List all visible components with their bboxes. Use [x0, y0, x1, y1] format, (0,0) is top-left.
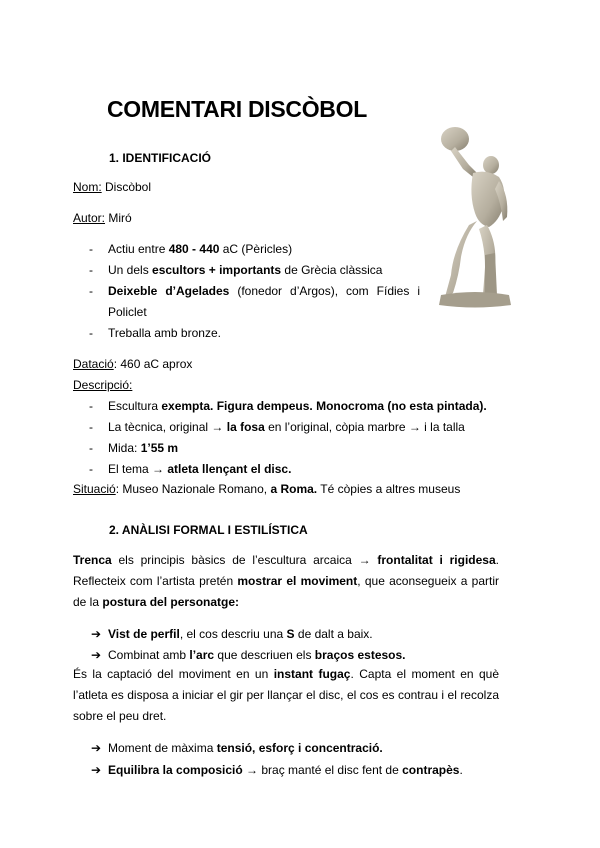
situacio-text: Té còpies a altres museus — [317, 482, 461, 496]
list-item-bold: exempta. Figura dempeus. Monocroma (no esta pintada). — [161, 399, 487, 413]
raised-arm-shape — [451, 147, 477, 177]
paragraph-instant — [73, 664, 499, 727]
list-item-bold: escultors + importants — [152, 263, 282, 277]
list-item-text: La tècnica, original → — [108, 420, 227, 434]
para-bold: Trenca — [73, 553, 112, 567]
list-item — [108, 648, 406, 662]
bullet-dash: - — [89, 441, 93, 455]
list-item-text: que descriuen els — [214, 648, 315, 662]
statue-base-shape — [439, 292, 511, 308]
section-heading-identificacio: 1. IDENTIFICACIÓ — [109, 151, 212, 165]
para-bold: instant fugaç — [273, 667, 351, 681]
list-item — [108, 627, 373, 641]
list-item-text: Actiu entre — [108, 242, 169, 256]
bullet-dash: - — [89, 242, 93, 256]
nom-label: Nom: — [73, 180, 102, 194]
para-text: . Capta el moment en què l’atleta es disposa a iniciar el gir per llançar el disc, el cos es contrau i el recolza sobre el peu dret. — [73, 667, 499, 723]
bullet-dash: - — [89, 420, 93, 434]
para-text: , que aconsegueix a partir de la — [73, 574, 500, 609]
list-item — [108, 263, 382, 277]
list-item-text: de Grècia clàssica — [281, 263, 383, 277]
nom-line — [73, 180, 151, 194]
list-item-bold: Vist de perfil — [108, 627, 180, 641]
para-text: els principis bàsics de l’escultura arcaica → — [111, 553, 378, 567]
list-item-bold: la fosa — [226, 420, 265, 434]
list-item-text: (fonedor d’Argos), com Fídies i — [229, 284, 420, 298]
arrow-bullet-icon: ➔ — [91, 763, 102, 777]
list-item-bold: Equilibra la composició — [108, 763, 243, 777]
situacio-bold: a Roma. — [270, 482, 318, 496]
list-item-text: Un dels — [108, 263, 153, 277]
list-item-bold: contrapès — [402, 763, 460, 777]
autor-value: Miró — [105, 211, 132, 225]
list-item-bold: l’arc — [189, 648, 215, 662]
para-bold: postura del personatge: — [102, 595, 240, 609]
list-item-text: aC (Pèricles) — [219, 242, 293, 256]
bullet-dash: - — [89, 284, 93, 298]
list-item-continuation: Policlet — [108, 305, 147, 319]
list-item-text: Combinat amb — [108, 648, 190, 662]
rear-leg-shape — [445, 221, 477, 297]
list-item — [108, 420, 465, 434]
autor-label: Autor: — [73, 211, 106, 225]
situacio-line — [73, 482, 460, 496]
list-item — [108, 462, 291, 476]
list-item-bold: S — [286, 627, 295, 641]
head-shape — [483, 156, 499, 174]
bullet-dash: - — [89, 326, 93, 340]
list-item-text: de dalt a baix. — [294, 627, 373, 641]
bullet-dash: - — [89, 462, 93, 476]
datacio-label: Datació — [73, 357, 114, 371]
paragraph-trenca — [73, 550, 499, 613]
para-bold: frontalitat i rigidesa — [377, 553, 496, 567]
bullet-dash: - — [89, 263, 93, 277]
bullet-dash: - — [89, 399, 93, 413]
section-heading-analisi: 2. ANÀLISI FORMAL I ESTILÍSTICA — [109, 523, 308, 537]
list-item-text: Moment de màxima — [108, 741, 217, 755]
list-item — [108, 741, 383, 755]
list-item-text: , el cos descriu una — [179, 627, 287, 641]
descripcio-line — [73, 378, 132, 392]
list-item-text: . — [459, 763, 463, 777]
para-text: . Reflecteix com l’artista pretén — [73, 553, 499, 588]
list-item: Treballa amb bronze. — [108, 326, 221, 340]
situacio-text: : Museo Nazionale Romano, — [115, 482, 271, 496]
para-text: És la captació del moviment en un — [73, 667, 274, 681]
autor-line — [73, 211, 132, 225]
para-bold: mostrar el moviment — [237, 574, 358, 588]
list-item — [108, 399, 487, 413]
situacio-label: Situació — [73, 482, 116, 496]
list-item — [108, 284, 420, 298]
list-item — [108, 441, 178, 455]
page-title: COMENTARI DISCÒBOL — [107, 96, 367, 122]
arrow-bullet-icon: ➔ — [91, 627, 102, 641]
list-item — [108, 763, 463, 777]
datacio-line — [73, 357, 192, 371]
list-item-bold: 480 - 440 — [168, 242, 220, 256]
descripcio-label: Descripció: — [73, 378, 133, 392]
list-item-text: → braç manté el disc fent de — [242, 763, 403, 777]
list-item-bold: Deixeble d’Agelades — [108, 284, 230, 298]
list-item-text: en l’original, còpia marbre → i la talla — [264, 420, 465, 434]
arrow-bullet-icon: ➔ — [91, 741, 102, 755]
list-item-text: Mida: — [108, 441, 141, 455]
support-stump-shape — [485, 253, 497, 297]
nom-value: Discòbol — [101, 180, 152, 194]
list-item-bold: atleta llençant el disc. — [167, 462, 292, 476]
list-item-bold: braços estesos. — [314, 648, 406, 662]
arrow-bullet-icon: ➔ — [91, 648, 102, 662]
datacio-value: : 460 aC aprox — [113, 357, 193, 371]
list-item-text: Escultura — [108, 399, 162, 413]
discobolus-statue-image — [425, 125, 525, 310]
list-item-bold: 1’55 m — [140, 441, 179, 455]
list-item — [108, 242, 292, 256]
list-item-text: El tema → — [108, 462, 168, 476]
list-item-bold: tensió, esforç i concentració. — [216, 741, 383, 755]
